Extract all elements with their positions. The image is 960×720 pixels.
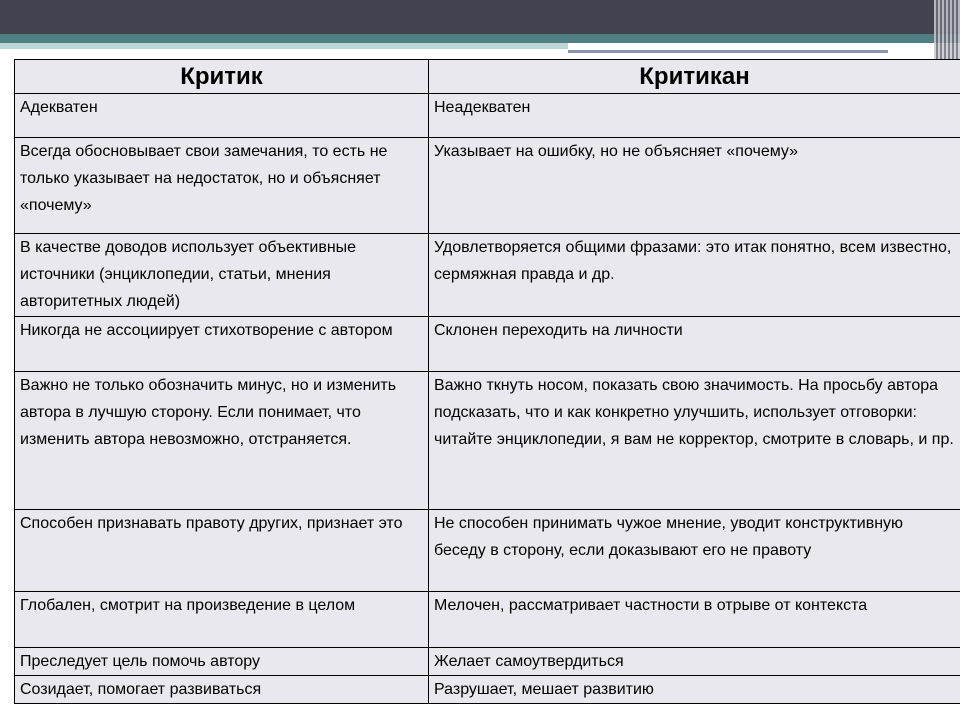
cell-critic: Важно не только обозначить минус, но и изменить автора в лучшую сторону. Если понимает, что изменить автора невозможно, отстраняется. [15, 372, 429, 510]
table-row [15, 676, 960, 704]
header-row [15, 60, 960, 94]
table-row [15, 510, 960, 592]
cell-criticaster: Важно ткнуть носом, показать свою значимость. На просьбу автора подсказать, что и как конкретно улучшить, использует отговорки: читайте энциклопедии, я вам не корректор, смотрите в словарь, и пр. [429, 372, 960, 510]
cell-criticaster: Удовлетворяется общими фразами: это итак понятно, всем известно, сермяжная правда и др. [429, 234, 960, 317]
cell-critic: Преследует цель помочь автору [15, 648, 429, 676]
cell-critic: Глобален, смотрит на произведение в целом [15, 592, 429, 648]
cell-criticaster: Склонен переходить на личности [429, 317, 960, 372]
cell-criticaster: Неадекватен [429, 94, 960, 138]
light-accent-stripe [0, 43, 568, 49]
header-bar [0, 0, 960, 34]
table-row [15, 648, 960, 676]
corner-decoration [934, 0, 960, 60]
cell-critic: В качестве доводов использует объективные источники (энциклопедии, статьи, мнения авторитетных людей) [15, 234, 429, 317]
table-row [15, 234, 960, 317]
header-criticaster: Критикан [429, 60, 960, 94]
cell-criticaster: Разрушает, мешает развитию [429, 676, 960, 704]
table-row [15, 94, 960, 138]
header-critic: Критик [15, 60, 429, 94]
table-row [15, 317, 960, 372]
comparison-table [14, 59, 960, 704]
cell-critic: Адекватен [15, 94, 429, 138]
cell-criticaster: Мелочен, рассматривает частности в отрыве от контекста [429, 592, 960, 648]
cell-criticaster: Желает самоутвердиться [429, 648, 960, 676]
teal-accent-stripe [0, 34, 960, 43]
cell-critic: Никогда не ассоциирует стихотворение с автором [15, 317, 429, 372]
cell-critic: Всегда обосновывает свои замечания, то есть не только указывает на недостаток, но и объясняет «почему» [15, 138, 429, 234]
table-row [15, 138, 960, 234]
accent-line [568, 50, 888, 53]
cell-critic: Способен признавать правоту других, признает это [15, 510, 429, 592]
cell-criticaster: Указывает на ошибку, но не объясняет «почему» [429, 138, 960, 234]
table-row [15, 372, 960, 510]
cell-criticaster: Не способен принимать чужое мнение, уводит конструктивную беседу в сторону, если доказывают его не правоту [429, 510, 960, 592]
cell-critic: Созидает, помогает развиваться [15, 676, 429, 704]
table-row [15, 592, 960, 648]
